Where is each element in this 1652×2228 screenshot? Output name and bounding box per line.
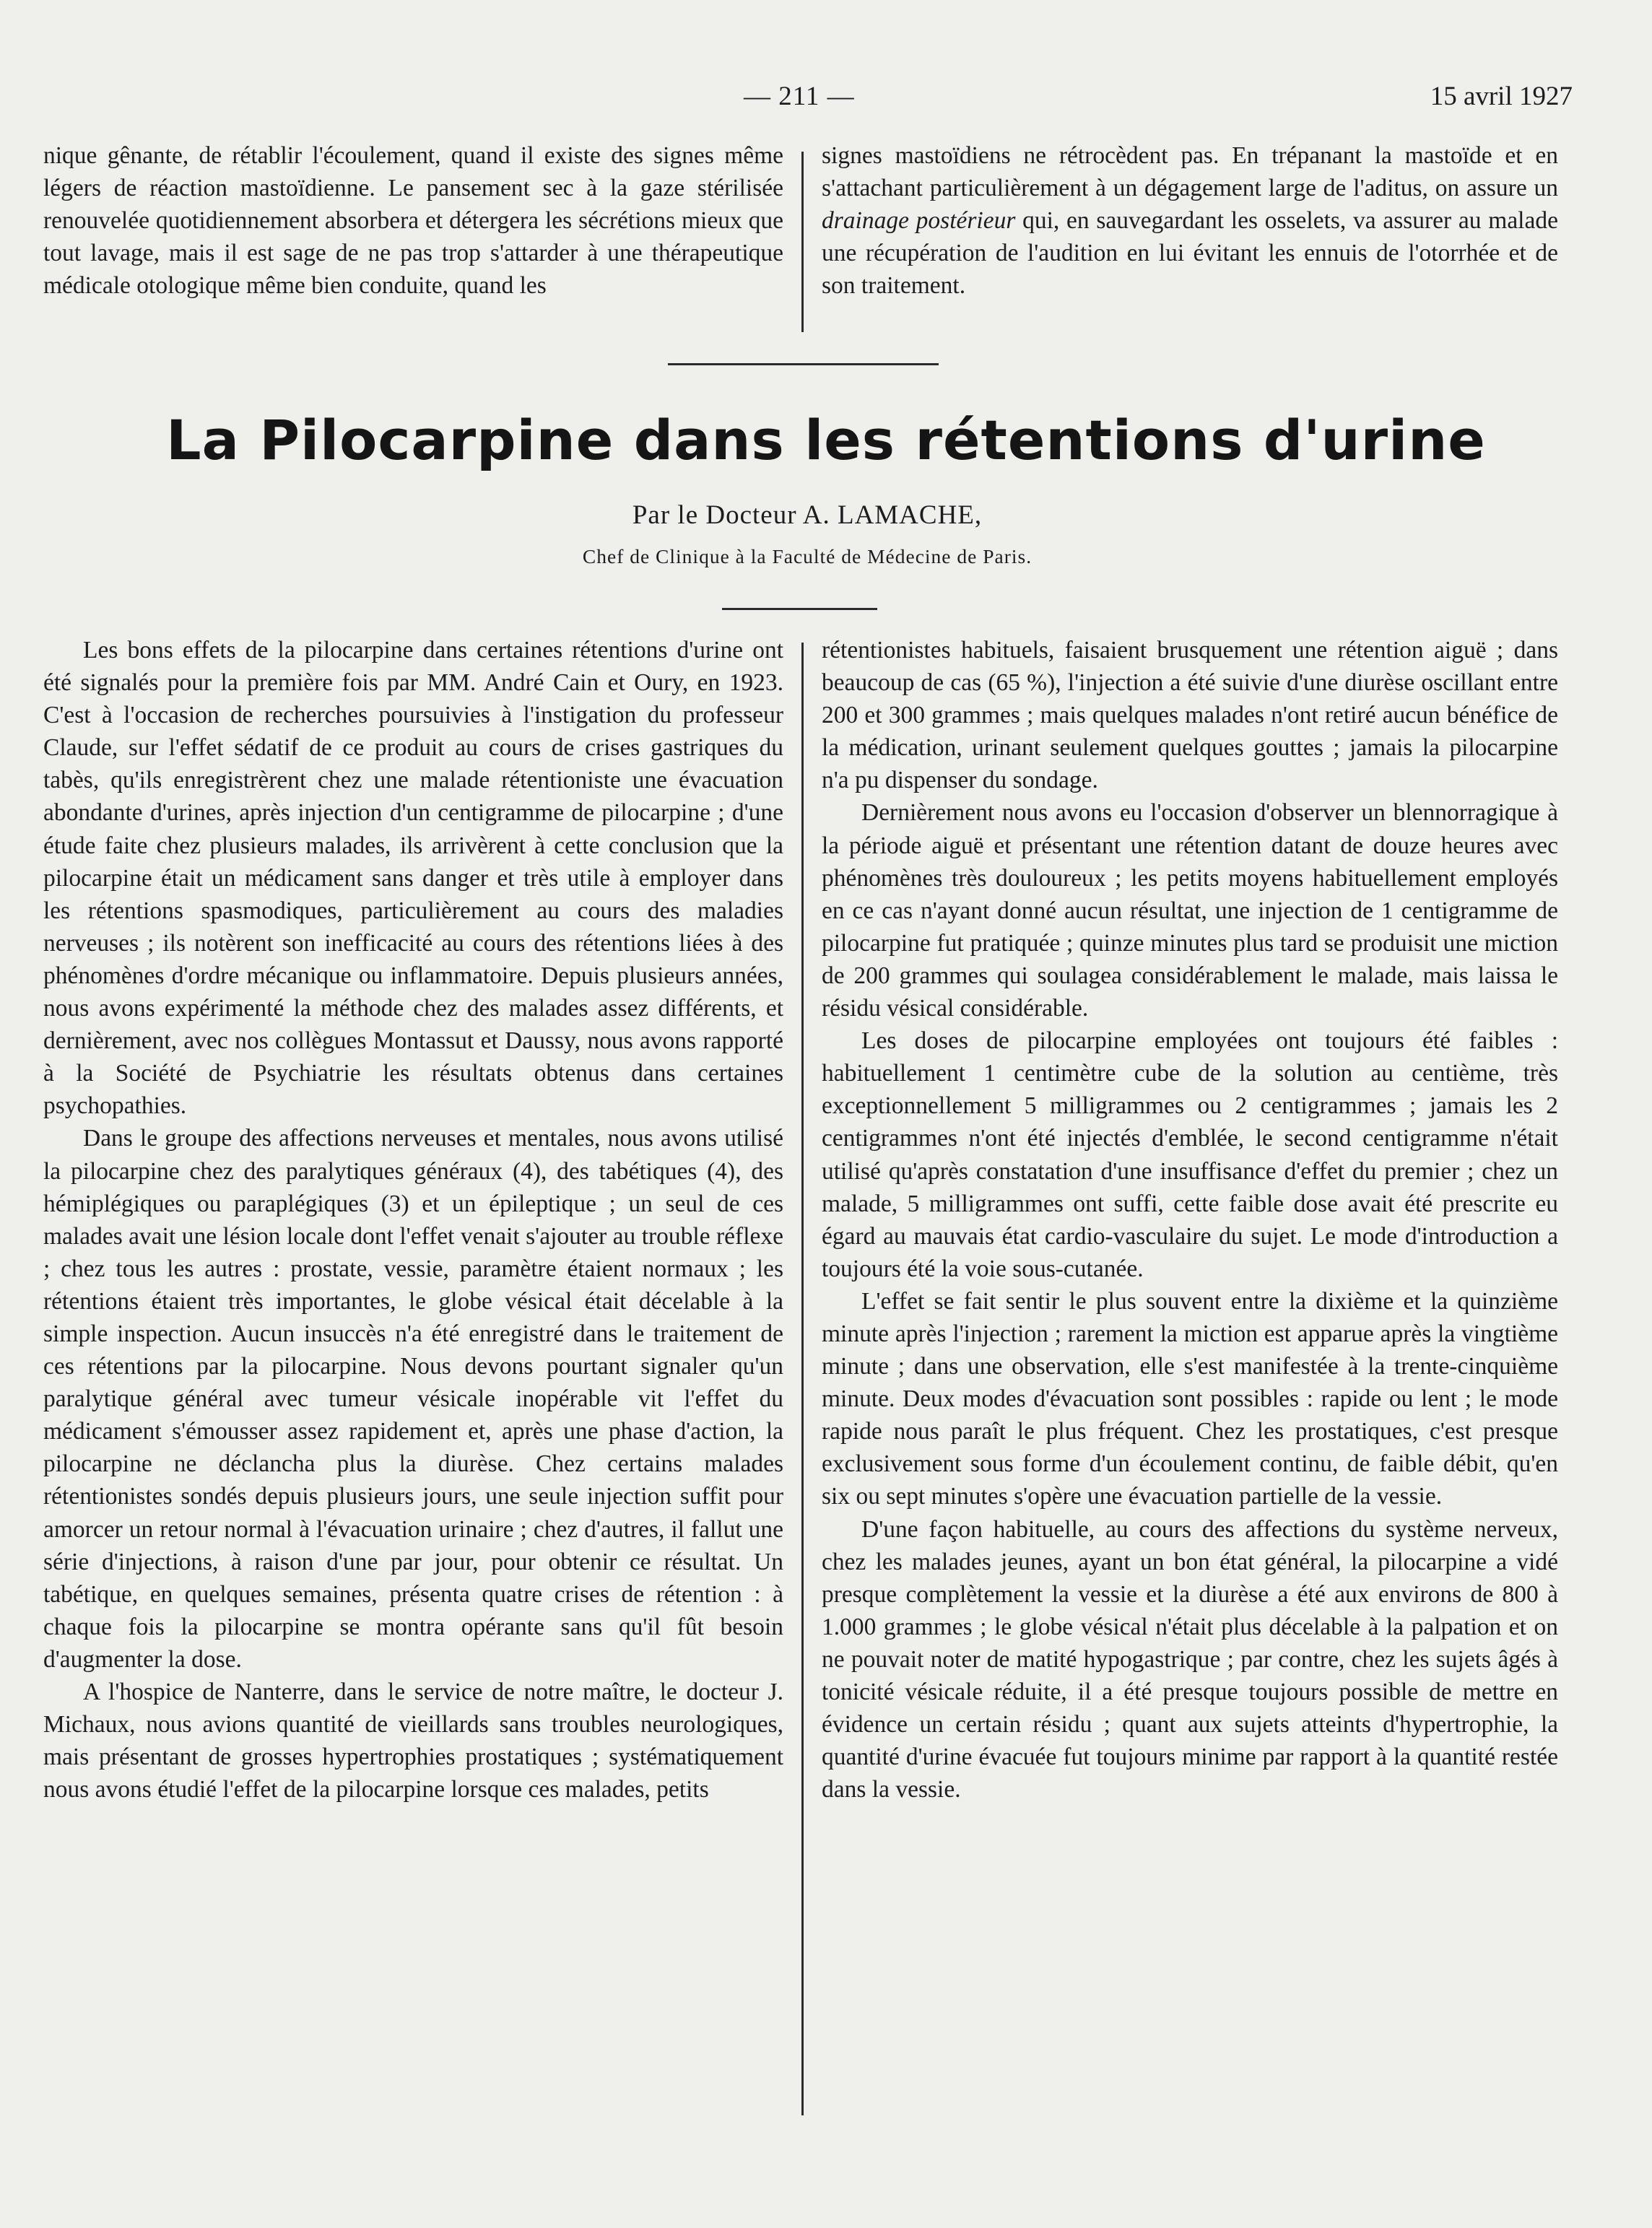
continued-text-left-column <box>43 139 783 302</box>
text-span: signes mastoïdiens ne rétrocèdent pas. En trépanant la mastoïde et en s'attachant particulièrement à un dégagement large de l'aditus, on assure un <box>822 142 1558 202</box>
paragraph: Dans le groupe des affections nerveuses et mentales, nous avons utilisé la pilocarpine chez des paralytiques généraux (4), des tabétiques (4), des hémiplégiques ou paraplégiques (3) et un épileptique ; un seul de ces malades avait une lésion locale dont l'effet venait s'ajouter au trouble réflexe ; chez tous les autres : prostate, vessie, paramètre étaient normaux ; les rétentions étaient très importantes, le globe vésical était décelable à la simple inspection. Aucun insuccès n'a été enregistré dans le traitement de ces rétentions par la pilocarpine. Nous devons pourtant signaler qu'un paralytique général avec tumeur vésicale inopérable vit l'effet du médicament s'émousser assez rapidement et, après une phase d'action, la pilocarpine ne déclancha plus la diurèse. Chez certains malades rétentionistes sondés depuis plusieurs jours, une seule injection suffit pour amorcer un retour normal à l'évacuation urinaire ; chez d'autres, il fallut une série d'injections, à raison d'une par jour, pour obtenir ce résultat. Un tabétique, en quelques semaines, présenta quatre crises de rétention : à chaque fois la pilocarpine se montra opérante sans qu'il fût besoin d'augmenter la dose. <box>43 1125 783 1673</box>
article-title: La Pilocarpine dans les rétentions d'urine <box>166 408 1486 472</box>
column-divider <box>801 643 804 2115</box>
issue-date: 15 avril 1927 <box>1430 82 1573 111</box>
page-header <box>0 81 1652 121</box>
paragraph <box>822 139 1558 302</box>
column-divider <box>801 152 804 332</box>
text-span: qui, en sauvegardant les osselets, va assurer au malade une récupération de l'audition en lui évitant les ennuis de l'otorrhée et de son traitement. <box>822 207 1558 300</box>
paragraph: D'une façon habituelle, au cours des affections du système nerveux, chez les malades jeunes, ayant un bon état général, la pilocarpine a vidé presque complètement la vessie et la diurèse a été aux environs de 800 à 1.000 grammes ; le globe vésical n'était plus décelable à la palpation et on ne pouvait noter de matité hypogastrique ; par contre, chez les sujets âgés à tonicité vésicale réduite, il a été presque toujours possible de mettre en évidence un certain résidu ; quant aux sujets atteints d'hypertrophie, la quantité d'urine évacuée fut toujours minime par rapport à la quantité restée dans la vessie. <box>822 1515 1558 1803</box>
paragraph: Les bons effets de la pilocarpine dans certaines rétentions d'urine ont été signalés pour la première fois par MM. André Cain et Oury, en 1923. C'est à l'occasion de recherches poursuivies à l'instigation du professeur Claude, sur l'effet sédatif de ce produit au cours de crises gastriques du tabès, qu'ils enregistrèrent chez une malade rétentioniste une évacuation abondante d'urines, après injection d'un centigramme de pilocarpine ; d'une étude faite chez plusieurs malades, ils arrivèrent à cette conclusion que la pilocarpine était un médicament sans danger et très utile à employer dans les rétentions spasmodiques, particulièrement au cours des maladies nerveuses ; ils notèrent son inefficacité au cours des rétentions liées à des phénomènes d'ordre mécanique ou inflammatoire. Depuis plusieurs années, nous avons expérimenté la méthode chez des malades assez différents, et dernièrement, avec nos collègues Montassut et Daussy, nous avons rapporté à la Société de Psychiatrie les résultats obtenus dans certaines psychopathies. <box>43 637 783 1120</box>
section-separator <box>668 363 939 365</box>
paragraph: Dernièrement nous avons eu l'occasion d'observer un blennorragique à la période aiguë et présentant une rétention datant de douze heures avec phénomènes très douloureux ; les petits moyens habituellement employés en ce cas n'ayant donné aucun résultat, une injection de 1 centigramme de pilocarpine fut pratiquée ; quinze minutes plus tard se produisit une miction de 200 grammes qui soulagea considérablement le malade, mais laissa le résidu vésical considérable. <box>822 799 1558 1022</box>
paragraph: rétentionistes habituels, faisaient brusquement une rétention aiguë ; dans beaucoup de cas (65 %), l'injection a été suivie d'une diurèse oscillant entre 200 et 300 grammes ; mais quelques malades n'ont retiré aucun bénéfice de la médication, urinant seulement quelques gouttes ; jamais la pilocarpine n'a pu dispenser du sondage. <box>822 637 1558 794</box>
author-byline: Par le Docteur A. LAMACHE, <box>632 500 983 530</box>
title-separator <box>722 608 877 610</box>
article-right-column <box>822 634 1558 1806</box>
author-affiliation: Chef de Clinique à la Faculté de Médecine de Paris. <box>582 545 1032 567</box>
paragraph: L'effet se fait sentir le plus souvent entre la dixième et la quinzième minute après l'injection ; rarement la miction est apparue après la vingtième minute ; dans une observation, elle s'est manifestée à la trente-cinquième minute. Deux modes d'évacuation sont possibles : rapide ou lent ; le mode rapide nous paraît le plus fréquent. Chez les prostatiques, c'est presque exclusivement sous forme d'un écoulement continu, de faible débit, qu'en six ou sept minutes s'opère une évacuation partielle de la vessie. <box>822 1287 1558 1510</box>
paragraph: A l'hospice de Nanterre, dans le service de notre maître, le docteur J. Michaux, nous avions quantité de vieillards sans troubles neurologiques, mais présentant de grosses hypertrophies prostatiques ; systématiquement nous avons étudié l'effet de la pilocarpine lorsque ces malades, petits <box>43 1679 783 1803</box>
page-number: — 211 — <box>744 82 855 111</box>
italic-term: drainage postérieur <box>822 207 1016 235</box>
continued-text-right-column <box>822 139 1558 302</box>
article-left-column <box>43 634 783 1806</box>
paragraph: Les doses de pilocarpine employées ont toujours été faibles : habituellement 1 centimètre cube de la solution au centième, très exceptionnellement 5 milligrammes ou 2 centigrammes ; jamais les 2 centigrammes n'ont été injectés d'emblée, le second centigramme n'était utilisé qu'après constatation d'une insuffisance d'effet du premier ; chez un malade, 5 milligrammes ont suffi, cette faible dose avait été prescrite eu égard au mauvais état cardio-vasculaire du sujet. Le mode d'introduction a toujours été la voie sous-cutanée. <box>822 1027 1558 1282</box>
paragraph: nique gênante, de rétablir l'écoulement, quand il existe des signes même légers de réaction mastoïdienne. Le pansement sec à la gaze stérilisée renouvelée quotidiennement absorbera et détergera les sécrétions mieux que tout lavage, mais il est sage de ne pas trop s'attarder à une thérapeutique médicale otologique même bien conduite, quand les <box>43 142 783 300</box>
